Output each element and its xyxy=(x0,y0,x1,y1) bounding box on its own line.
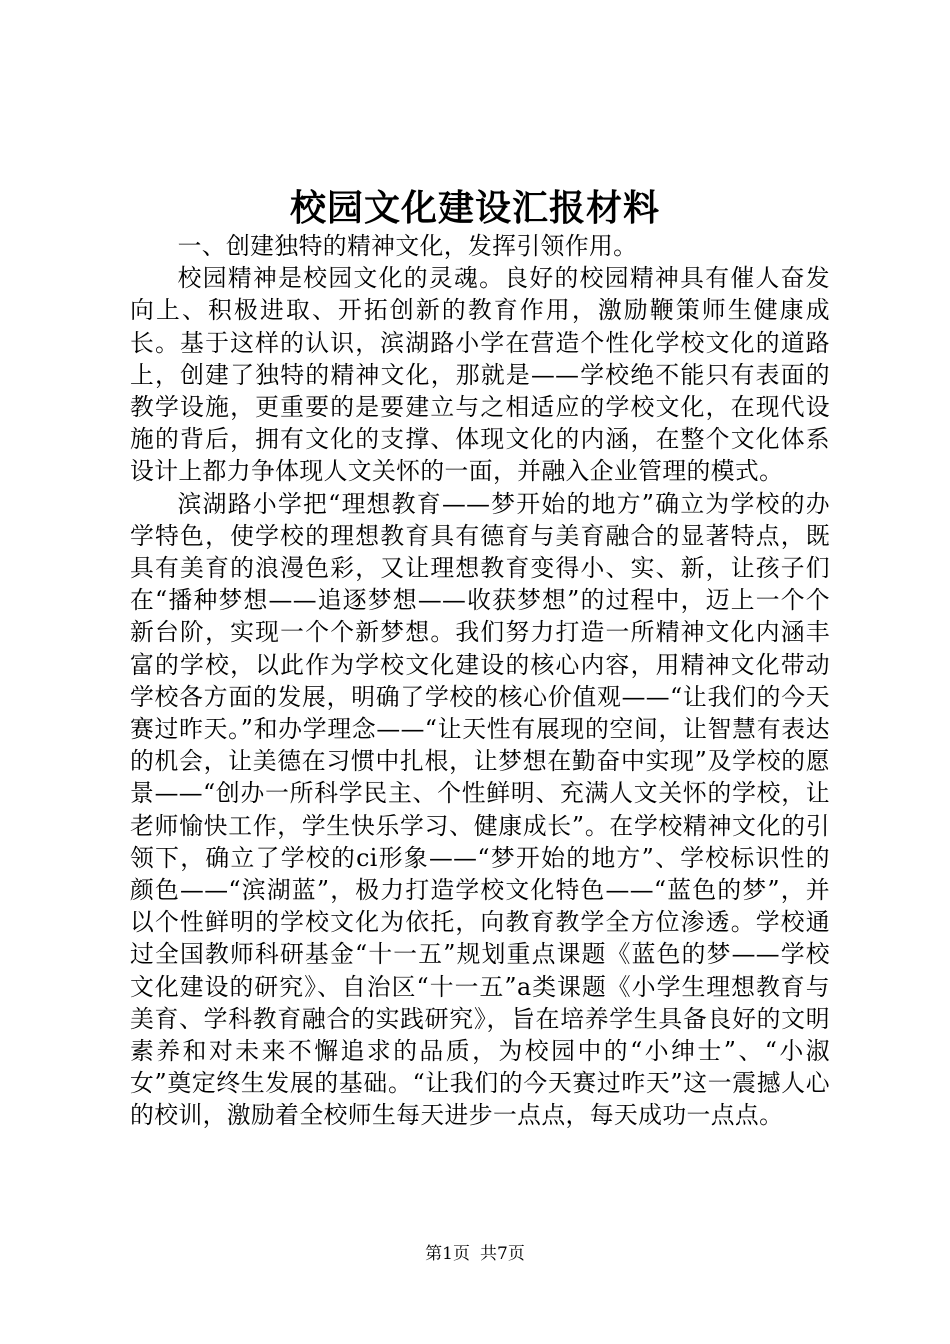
section-heading: 一、创建独特的精神文化，发挥引领作用。 xyxy=(177,232,638,260)
body-paragraph: 校园精神是校园文化的灵魂。良好的校园精神具有催人奋发向上、积极进取、开拓创新的教育作用，激励鞭策师生健康成长。基于这样的认识，滨湖路小学在营造个性化学校文化的道路上，创建了独特的精神文化，那就是——学校绝不能只有表面的教学设施，更重要的是要建立与之相适应的学校文化，在现代设施的背后，拥有文化的支撑、体现文化的内涵，在整个文化体系设计上都力争体现人文关怀的一面，并融入企业管理的模式。 xyxy=(130,264,830,486)
page-footer xyxy=(0,1242,950,1266)
page-total: 共7页 xyxy=(480,1244,525,1264)
page-number: 第1页 xyxy=(425,1244,470,1264)
document-body xyxy=(130,230,830,1132)
body-paragraph: 滨湖路小学把“理想教育——梦开始的地方”确立为学校的办学特色，使学校的理想教育具有德育与美育融合的显著特点，既具有美育的浪漫色彩，又让理想教育变得小、实、新，让孩子们在“播种梦想——追逐梦想——收获梦想”的过程中，迈上一个个新台阶，实现一个个新梦想。我们努力打造一所精神文化内涵丰富的学校，以此作为学校文化建设的核心内容，用精神文化带动学校各方面的发展，明确了学校的核心价值观——“让我们的今天赛过昨天。”和办学理念——“让天性有展现的空间，让智慧有表达的机会，让美德在习惯中扎根，让梦想在勤奋中实现”及学校的愿景——“创办一所科学民主、个性鲜明、充满人文关怀的学校，让老师愉快工作，学生快乐学习、健康成长”。在学校精神文化的引领下，确立了学校的ci形象——“梦开始的地方”、学校标识性的颜色——“滨湖蓝”，极力打造学校文化特色——“蓝色的梦”，并以个性鲜明的学校文化为依托，向教育教学全方位渗透。学校通过全国教师科研基金“十一五”规划重点课题《蓝色的梦——学校文化建设的研究》、自治区“十一五”a类课题《小学生理想教育与美育、学科教育融合的实践研究》，旨在培养学生具备良好的文明素养和对未来不懈追求的品质，为校园中的“小绅士”、“小淑女”奠定终生发展的基础。“让我们的今天赛过昨天”这一震撼人心的校训，激励着全校师生每天进步一点点，每天成功一点点。 xyxy=(130,489,830,1130)
document-title: 校园文化建设汇报材料 xyxy=(289,187,660,229)
